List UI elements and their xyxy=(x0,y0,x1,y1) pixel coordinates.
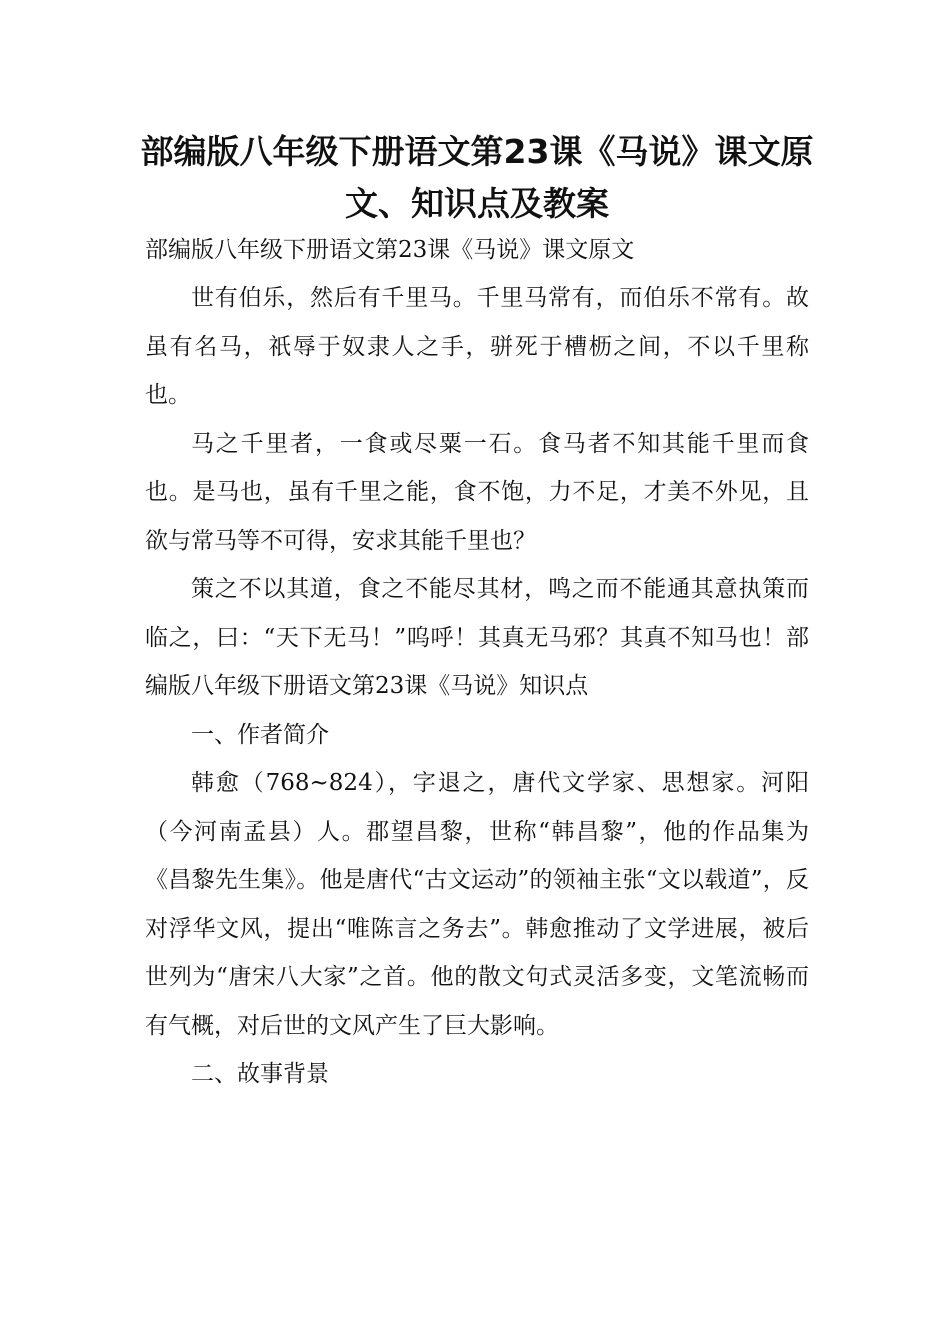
document-subtitle: 部编版八年级下册语文第23课《马说》课文原文 xyxy=(145,237,635,263)
section-heading-author: 一、作者简介 xyxy=(191,721,329,748)
document-page xyxy=(140,126,814,1099)
paragraph-1: 世有伯乐，然后有千里马。千里马常有，而伯乐不常有。故虽有名马，祇辱于奴隶人之手，骈死于槽枥之间，不以千里称也。 xyxy=(145,285,809,408)
section-heading-background: 二、故事背景 xyxy=(191,1061,329,1087)
document-title: 部编版八年级下册语文第23课《马说》课文原文、知识点及教案 xyxy=(140,132,814,223)
paragraph-3: 策之不以其道，食之不能尽其材，鸣之而不能通其意执策而临之，曰：“天下无马！”呜呼！其真无马邪？其真不知马也！部编版八年级下册语文第23课《马说》知识点 xyxy=(145,576,809,699)
section-text-author: 韩愈（768~824），字退之，唐代文学家、思想家。河阳（今河南孟县）人。郡望昌黎，世称“韩昌黎”，他的作品集为《昌黎先生集》。他是唐代“古文运动”的领袖主张“文以载道”，反对浮华文风，提出“唯陈言之务去”。韩愈推动了文学进展，被后世列为“唐宋八大家”之首。他的散文句式灵活多变，文笔流畅而有气概，对后世的文风产生了巨大影响。 xyxy=(145,770,809,1039)
paragraph-2: 马之千里者，一食或尽粟一石。食马者不知其能千里而食也。是马也，虽有千里之能，食不饱，力不足，才美不外见，且欲与常马等不可得，安求其能千里也？ xyxy=(145,430,809,554)
